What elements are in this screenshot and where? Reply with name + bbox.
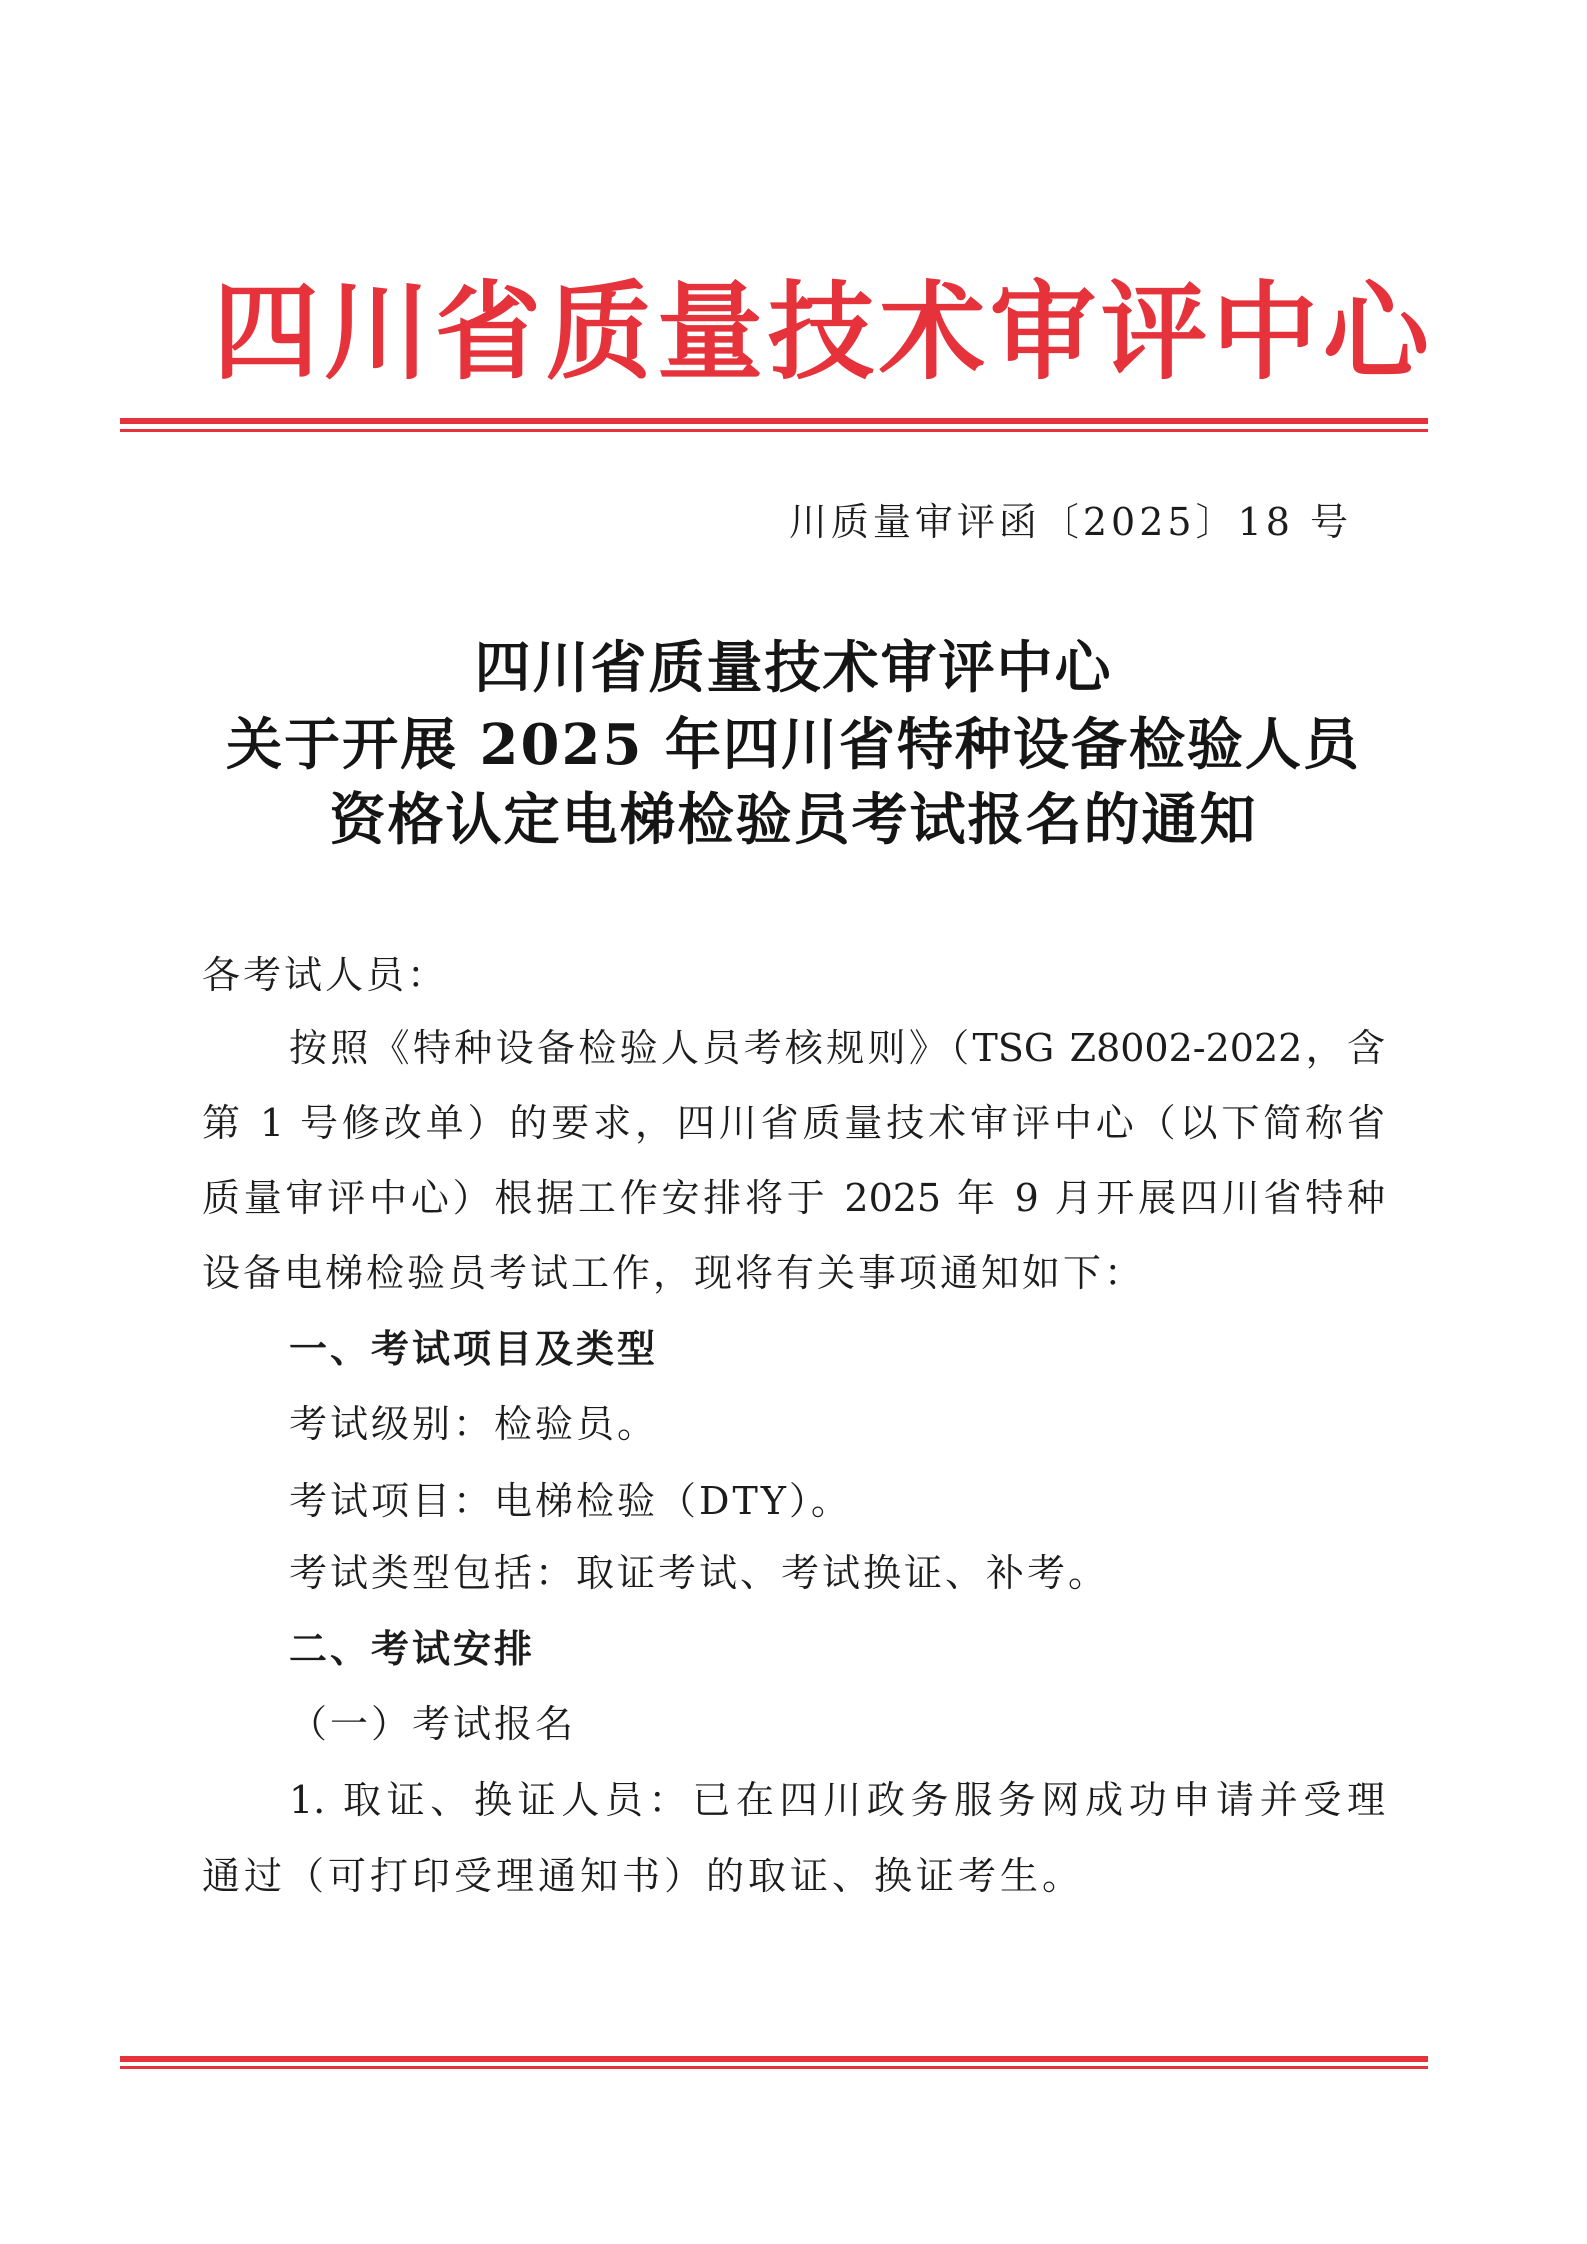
section-1-heading: 一、考试项目及类型 [289, 1326, 659, 1371]
letterhead-rule-thin [120, 429, 1428, 432]
section-2-subheading: （一）考试报名 [289, 1702, 577, 1746]
title-line-3: 资格认定电梯检验员考试报名的通知 [329, 787, 1258, 853]
section-2-heading: 二、考试安排 [289, 1626, 536, 1671]
intro-line-1: 按照《特种设备检验人员考核规则》（TSG Z8002-2022，含 [289, 1026, 1385, 1070]
intro-line-4: 设备电梯检验员考试工作，现将有关事项通知如下： [202, 1251, 1146, 1295]
letterhead-rule-thick [120, 418, 1428, 424]
intro-line-2: 第 1 号修改单）的要求，四川省质量技术审评中心（以下简称省 [202, 1101, 1385, 1145]
registration-item-line-1: 1. 取证、换证人员：已在四川政务服务网成功申请并受理 [289, 1778, 1385, 1822]
title-line-2: 关于开展 2025 年四川省特种设备检验人员 [226, 712, 1361, 778]
title-line-1: 四川省质量技术审评中心 [474, 635, 1113, 701]
letterhead-org-name: 四川省质量技术审评中心 [213, 269, 1434, 394]
document-number: 川质量审评函〔2025〕18 号 [788, 500, 1352, 544]
footer-rule-thin [120, 2066, 1428, 2069]
salutation: 各考试人员： [202, 953, 449, 997]
registration-item-line-2: 通过（可打印受理通知书）的取证、换证考生。 [202, 1854, 1085, 1898]
exam-type-item: 考试类型包括：取证考试、考试换证、补考。 [289, 1551, 1110, 1595]
exam-subject-item: 考试项目：电梯检验（DTY）。 [289, 1479, 852, 1523]
intro-line-3: 质量审评中心）根据工作安排将于 2025 年 9 月开展四川省特种 [202, 1176, 1385, 1220]
footer-rule-thick [120, 2056, 1428, 2062]
exam-level-item: 考试级别：检验员。 [289, 1402, 659, 1446]
